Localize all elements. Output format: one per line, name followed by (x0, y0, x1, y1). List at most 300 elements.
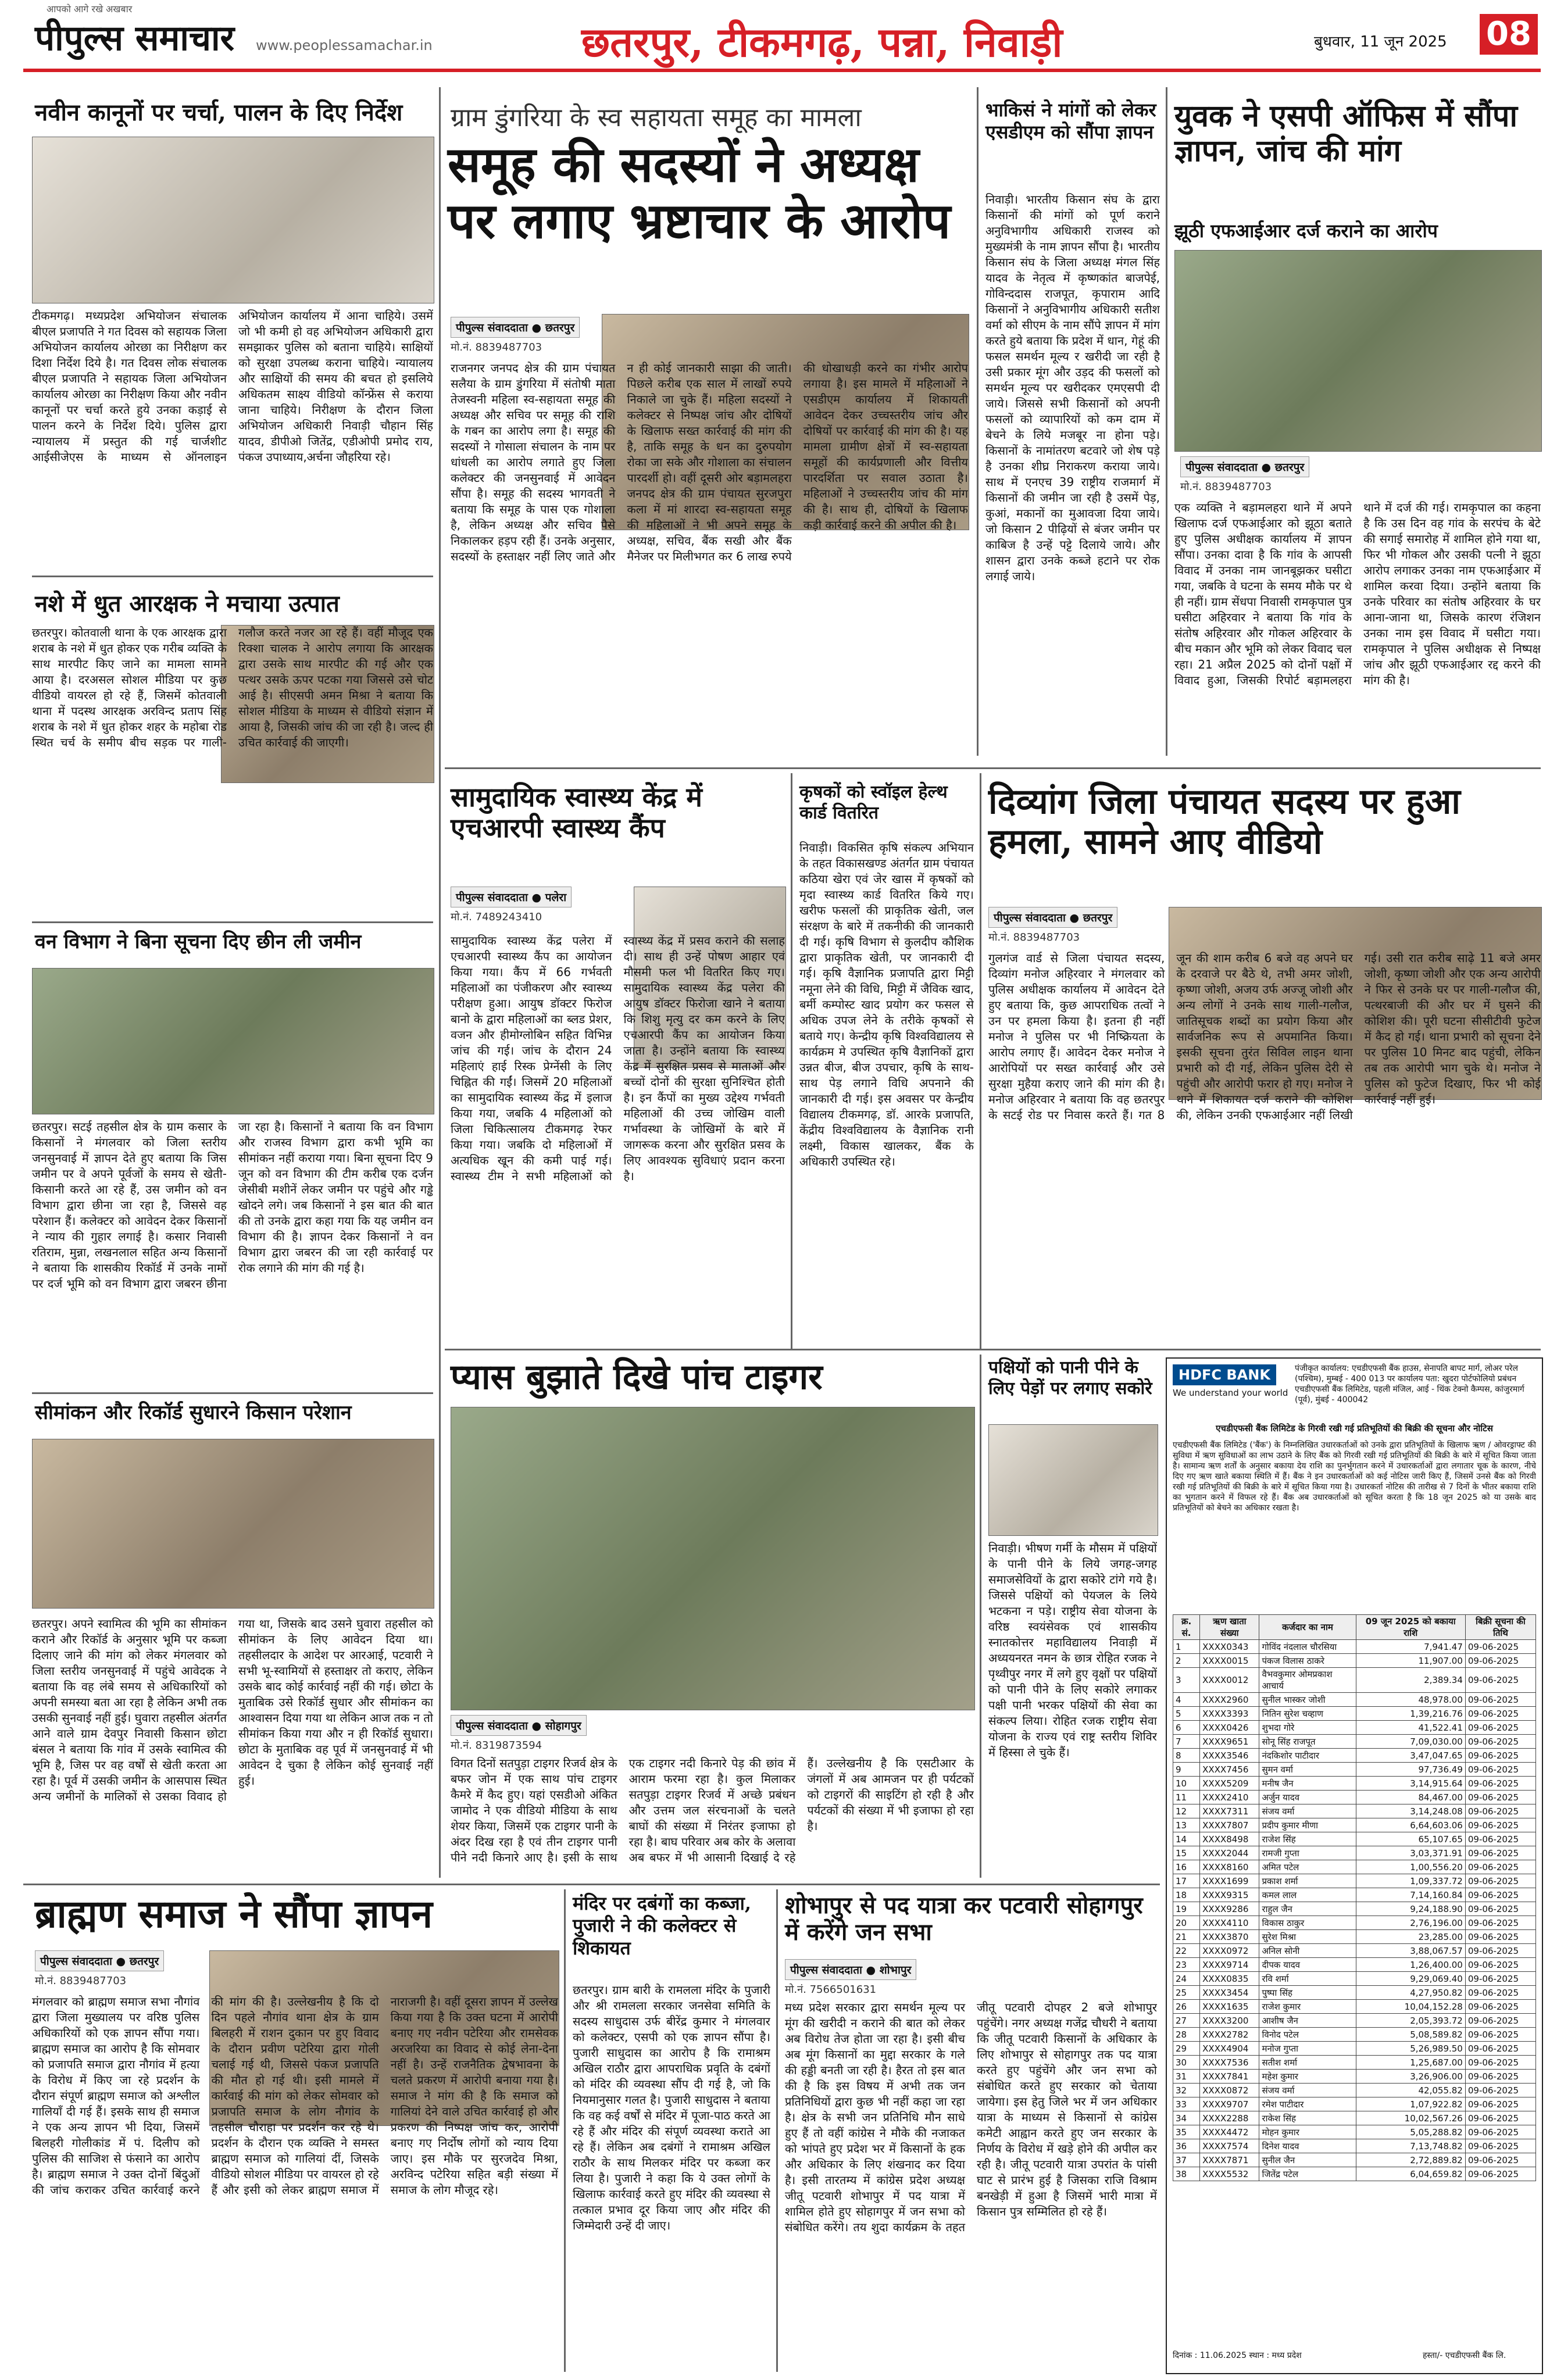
table-cell: 84,467.00 (1356, 1791, 1465, 1804)
table-row (1173, 1804, 1536, 1818)
article-a14-body: छतरपुर। ग्राम बारी के रामलला मंदिर के पुजारी और श्री रामलला सरकार जनसेवा समिति के सदस्य साधुदास उर्फ बीरेंद्र कुमार ने मंगलवार को कलेक्टर, एसपी को एक ज्ञापन सौंपा है। पुजारी साधुदास का आरोप है कि रामाश्रम अखिल राठौर द्वारा आपराधिक प्रवृति के दबंगों को मंदिर की व्यवस्था सौंप दी गई है, जो कि नियमानुसार गलत है। पुजारी साधुदास ने बताया कि वह कई वर्षों से मंदिर में पूजा-पाठ करते आ रहे हैं और मंदिर की संपूर्ण व्यवस्था कराते आ रहे हैं। लेकिन अब दबंगों ने रामाश्रम अखिल राठौर के साथ मिलकर मंदिर पर कब्जा कर लिया है। पुजारी ने कहा कि ये उक्त लोगों के खिलाफ कार्रवाई करते हुए मंदिर की व्यवस्था से तत्काल प्रभाव दूर किया जाए और मंदिर की जिम्मेदारी उन्हें दी जाए। (573, 1983, 770, 2232)
table-cell: 10,02,567.26 (1356, 2111, 1465, 2125)
table-cell: XXXX4904 (1200, 2042, 1259, 2056)
table-cell: 09-06-2025 (1465, 2125, 1535, 2139)
article-a2-headline: नशे में धुत आरक्षक ने मचाया उत्पात (35, 590, 340, 617)
table-header-cell: ऋण खाता संख्या (1200, 1615, 1259, 1640)
table-cell: प्रकाश शर्मा (1259, 1874, 1356, 1888)
table-cell: 09-06-2025 (1465, 1972, 1535, 1986)
article-a12-photo (988, 1424, 1158, 1536)
table-cell: 2,72,889.82 (1356, 2153, 1465, 2167)
column-divider (791, 773, 792, 1349)
table-cell: 09-06-2025 (1465, 2000, 1535, 2014)
table-cell: 37 (1173, 2153, 1200, 2167)
table-cell: 09-06-2025 (1465, 1888, 1535, 1902)
table-cell: 17 (1173, 1874, 1200, 1888)
table-cell: 1,26,400.00 (1356, 1958, 1465, 1972)
article-a8-byline: पीपुल्स संवाददाता ● पलेरा (451, 887, 572, 907)
table-cell: 15 (1173, 1846, 1200, 1860)
table-cell: XXXX9315 (1200, 1888, 1259, 1902)
table-cell: 1,39,216.76 (1356, 1707, 1465, 1721)
table-cell: 09-06-2025 (1465, 1804, 1535, 1818)
table-row (1173, 1818, 1536, 1832)
column-divider (564, 1889, 566, 2372)
table-cell: XXXX8498 (1200, 1832, 1259, 1846)
table-row (1173, 2084, 1536, 2097)
divider (32, 1392, 433, 1394)
table-cell: विनोद पटेल (1259, 2028, 1356, 2042)
table-cell: 16 (1173, 1860, 1200, 1874)
article-a5-mobile: मो.नं. 8839487703 (451, 341, 542, 353)
table-row (1173, 2111, 1536, 2125)
divider (23, 1884, 1160, 1885)
table-cell: 1 (1173, 1640, 1200, 1654)
table-cell: XXXX5532 (1200, 2167, 1259, 2181)
table-row (1173, 2042, 1536, 2056)
table-cell: XXXX5209 (1200, 1777, 1259, 1791)
table-row (1173, 2167, 1536, 2181)
table-row (1173, 2070, 1536, 2084)
table-cell: XXXX2960 (1200, 1693, 1259, 1707)
table-cell: 09-06-2025 (1465, 1721, 1535, 1735)
table-cell: राजेश कुमार (1259, 2000, 1356, 2014)
table-cell: 8 (1173, 1749, 1200, 1763)
table-cell: 09-06-2025 (1465, 2097, 1535, 2111)
table-row (1173, 1640, 1536, 1654)
table-cell: 09-06-2025 (1465, 1986, 1535, 2000)
table-cell: XXXX9286 (1200, 1902, 1259, 1916)
article-a11-body: विगत दिनों सतपुड़ा टाइगर रिजर्व क्षेत्र के बफर जोन में एक साथ पांच टाइगर कैमरे में कैद हुए। यहां एसडीओ अंकित जामोद ने एक वीडियो मीडिया के साथ शेयर किया, जिसमें एक टाइगर पानी के अंदर दिख रहा है एवं तीन टाइगर पानी पीने नदी किनारे आए है। इसी के साथ एक टाइगर नदी किनारे पेड़ की छांव में आराम फरमा रहा है। कुल मिलाकर सतपुड़ा टाइगर रिजर्व में अच्छे प्रबंधन और उत्तम जल संरचनाओं के चलते बाघों की संख्या में निरंतर इजाफा हो रहा है। बाघ परिवार अब कोर के अलावा अब बफर में भी आसानी दिखाई दे रहे हैं। उल्लेखनीय है कि एसटीआर के जंगलों में अब आमजन पर ही पर्यटकों को टाइगरों की साइटिंग हो रही है और पर्यटकों की संख्या में भी इजाफा हो रहा है। (451, 1756, 974, 1864)
table-cell: सुमन वर्मा (1259, 1763, 1356, 1777)
table-row (1173, 1668, 1536, 1693)
article-a3-headline: वन विभाग ने बिना सूचना दिए छीन ली जमीन (35, 930, 362, 953)
table-cell: रामजी गुप्ता (1259, 1846, 1356, 1860)
table-cell: 11,907.00 (1356, 1654, 1465, 1668)
table-cell: XXXX8160 (1200, 1860, 1259, 1874)
table-cell: 1,25,687.00 (1356, 2056, 1465, 2070)
article-a1-headline: नवीन कानूनों पर चर्चा, पालन के दिए निर्देश (35, 99, 403, 126)
table-row (1173, 1944, 1536, 1958)
table-cell: 4,27,950.82 (1356, 1986, 1465, 2000)
column-divider (439, 87, 441, 1878)
table-row (1173, 1958, 1536, 1972)
table-row (1173, 1693, 1536, 1707)
table-cell: 09-06-2025 (1465, 1749, 1535, 1763)
table-cell: 7 (1173, 1735, 1200, 1749)
table-cell: राकेश सिंह (1259, 2111, 1356, 2125)
table-cell: XXXX3200 (1200, 2014, 1259, 2028)
table-cell: 09-06-2025 (1465, 1874, 1535, 1888)
divider (445, 1349, 1541, 1350)
table-cell: 42,055.82 (1356, 2084, 1465, 2097)
article-a11-headline: प्यास बुझाते दिखे पांच टाइगर (451, 1357, 823, 1398)
hdfc-logo: HDFC BANK (1173, 1364, 1276, 1385)
table-cell: 48,978.00 (1356, 1693, 1465, 1707)
table-header-cell: कर्जदार का नाम (1259, 1615, 1356, 1640)
article-a7-photo (1174, 250, 1542, 452)
table-cell: शुभदा गोरे (1259, 1721, 1356, 1735)
table-cell: 12 (1173, 1804, 1200, 1818)
table-row (1173, 1707, 1536, 1721)
table-cell: 2,76,196.00 (1356, 1916, 1465, 1930)
table-cell: 19 (1173, 1902, 1200, 1916)
table-cell: XXXX1699 (1200, 1874, 1259, 1888)
table-cell: राहुल जैन (1259, 1902, 1356, 1916)
table-cell: 4 (1173, 1693, 1200, 1707)
table-cell: XXXX9707 (1200, 2097, 1259, 2111)
table-row (1173, 1721, 1536, 1735)
article-a3-body: छतरपुर। सटई तहसील क्षेत्र के ग्राम कसार के किसानों ने मंगलवार को जिला स्तरीय जनसुनवाई में ज्ञापन देते हुए बताया कि जिस जमीन पर वे अपने पूर्वजों के समय से खेती-किसानी करते आ रहे हैं, उस जमीन को वन विभाग द्वारा छीना जा रहा है, जिससे वह परेशान हैं। कलेक्टर को आवेदन देकर किसानों ने न्याय की गुहार लगाई है। कसार निवासी रतिराम, मुन्ना, लखनलाल सहित अन्य किसानों ने बताया कि शासकीय रिकॉर्ड में उनके नामों पर दर्ज भूमि को वन विभाग द्वारा जबरन छीना जा रहा है। किसानों ने बताया कि वन विभाग और राजस्व विभाग द्वारा कभी भूमि का सीमांकन नहीं कराया गया। बिना सूचना दिए 9 जून को वन विभाग की टीम करीब एक दर्जन जेसीबी मशीनें लेकर जमीन पर पहुंचे और गड्ढे खोदने लगे। जब किसानों ने इस बात की बात की तो उनके द्वारा कहा गया कि यह जमीन वन विभाग की है। ज्ञापन देकर किसानों ने वन विभाग द्वारा जबरन की जा रही कार्रवाई पर रोक लगाने की मांग की गई है। (32, 1120, 433, 1291)
table-cell: 33 (1173, 2097, 1200, 2111)
table-cell: 09-06-2025 (1465, 1944, 1535, 1958)
table-header-cell: क्र. सं. (1173, 1615, 1200, 1640)
table-cell: 1,00,556.20 (1356, 1860, 1465, 1874)
table-cell: 09-06-2025 (1465, 2042, 1535, 2056)
edition-cities: छतरपुर, टीकमगढ़, पन्ना, निवाड़ी (581, 18, 1063, 66)
table-cell: 34 (1173, 2111, 1200, 2125)
issue-date: बुधवार, 11 जून 2025 (1314, 33, 1447, 51)
table-cell: 35 (1173, 2125, 1200, 2139)
table-cell: XXXX7574 (1200, 2139, 1259, 2153)
hdfc-date-place: दिनांक : 11.06.2025 स्थान : मध्य प्रदेश (1173, 2351, 1302, 2360)
article-a7-subhead: झूठी एफआईआर दर्ज कराने का आरोप (1174, 220, 1438, 242)
table-cell: रमेश पाटीदार (1259, 2097, 1356, 2111)
table-cell: 18 (1173, 1888, 1200, 1902)
table-cell: XXXX7807 (1200, 1818, 1259, 1832)
article-a13-mobile: मो.नं. 8839487703 (35, 1975, 127, 1987)
article-a7-body: एक व्यक्ति ने बड़ामलहरा थाने में अपने खिलाफ दर्ज एफआईआर को झूठा बताते हुए पुलिस अधीक्षक कार्यालय में ज्ञापन सौंपा। उनका दावा है कि गांव के आपसी विवाद में उनका नाम जानबूझकर घसीटा गया, जबकि वे घटना के समय मौके पर थे ही नहीं। ग्राम सेंधपा निवासी रामकृपाल पुत्र घसीटा अहिरवार ने बताया कि गांव के संतोष अहिरवार और गोकल अहिरवार के बीच मकान और भूमि को लेकर विवाद चल रहा। 21 अप्रैल 2025 को दोनों पक्षों में विवाद हुआ, जिसकी रिपोर्ट बड़ामलहरा थाने में दर्ज की गई। रामकृपाल का कहना है कि उस दिन वह गांव के सरपंच के बेटे की सगाई समारोह में शामिल होने गया था, फिर भी गोकल और उसकी पत्नी ने झूठा आरोप लगाकर उनका नाम एफआईआर में शामिल करवा दिया। उन्होंने बताया कि उनके परिवार का संतोष अहिरवार के घर आना-जाना था, जिसके कारण रंजिशन उनका नाम इस विवाद में घसीटा गया। रामकृपाल ने पुलिस अधीक्षक से निष्पक्ष जांच और झूठी एफआईआर रद्द करने की मांग की है। (1174, 501, 1541, 687)
table-cell: XXXX3870 (1200, 1930, 1259, 1944)
table-cell: 09-06-2025 (1465, 2139, 1535, 2153)
table-header-cell: बिक्री सूचना की तिथि (1465, 1615, 1535, 1640)
table-cell: 9,29,069.40 (1356, 1972, 1465, 1986)
article-a8-headline: सामुदायिक स्वास्थ्य केंद्र में एचआरपी स्वास्थ्य कैंप (451, 781, 702, 844)
table-cell: 23,285.00 (1356, 1930, 1465, 1944)
table-cell: सतीश शर्मा (1259, 2056, 1356, 2070)
table-cell: XXXX3546 (1200, 1749, 1259, 1763)
table-cell: संजय वर्मा (1259, 2084, 1356, 2097)
table-cell: XXXX2782 (1200, 2028, 1259, 2042)
article-a5-body: राजनगर जनपद क्षेत्र की ग्राम पंचायत सलैया के ग्राम डुंगरिया में संतोषी माता तेजस्वनी महिला स्व-सहायता समूह की अध्यक्ष और सचिव पर समूह की राशि के गबन का आरोप लगा है। समूह की सदस्यों ने गोसाला संचालन के नाम पर धांधली का आरोप लगाते हुए जिला कलेक्टर की जनसुनवाई में आवेदन सौंपा है। समूह की सदस्य भागवती ने बताया कि समूह के पास एक गोशाला है, लेकिन अध्यक्ष और सचिव पैसे निकालकर हड़प रही हैं। उनके अनुसार, सदस्यों के हस्ताक्षर नहीं लिए जाते और न ही कोई जानकारी साझा की जाती। पिछले करीब एक साल में लाखों रुपये निकाले जा चुके हैं। महिला सदस्यों ने कलेक्टर से निष्पक्ष जांच और दोषियों के खिलाफ सख्त कार्रवाई की मांग की है, ताकि समूह के धन का दुरुपयोग रोका जा सके और गोशाला का संचालन पारदर्शी हो। वहीं दूसरी ओर बड़ामलहरा जनपद क्षेत्र की ग्राम पंचायत सुरजपुरा कला में मां शारदा स्व-सहायता समूह की महिलाओं ने भी अपने समूह के अध्यक्ष, सचिव, बैंक सखी और बैंक मैनेजर पर मिलीभगत कर 6 लाख रुपये की धोखाधड़ी करने का गंभीर आरोप लगाया है। इस मामले में महिलाओं ने एसडीएम कार्यालय में शिकायती आवेदन देकर उच्चस्तरीय जांच और दोषियों पर कार्रवाई की मांग की है। यह मामला ग्रामीण क्षेत्रों में स्व-सहायता समूहों की कार्यप्रणाली और वित्तीय पारदर्शिता पर सवाल उठाता है। महिलाओं ने उच्चस्तरीय जांच की मांग की है। साथ ही, दोषियों के खिलाफ कड़ी कार्रवाई करने की अपील की है। (451, 361, 968, 563)
hdfc-address: पंजीकृत कार्यालय: एचडीएफसी बैंक हाउस, सेनापति बापट मार्ग, लोअर परेल (पश्चिम), मुम्बई - 400 013 पर कार्यालय पता: खुदरा पोर्टफोलियो प्रबंधन एचडीएफसी बैंक लिमिटेड, पहली मंजिल, आई - थिंक टेक्नो कैम्पस, कांजुरमार्ग (पूर्व), मुंबई - 400042 (1295, 1364, 1524, 1405)
table-cell: 09-06-2025 (1465, 1735, 1535, 1749)
table-cell: 24 (1173, 1972, 1200, 1986)
table-cell: 09-06-2025 (1465, 1860, 1535, 1874)
table-cell: 11 (1173, 1791, 1200, 1804)
table-cell: XXXX9714 (1200, 1958, 1259, 1972)
table-row (1173, 1916, 1536, 1930)
masthead-tagline: आपको आगे रखे अखबार (47, 3, 133, 15)
column-divider (980, 773, 981, 1349)
table-cell: 5,08,589.82 (1356, 2028, 1465, 2042)
article-a11-mobile: मो.नं. 8319873594 (451, 1739, 542, 1752)
article-a3-photo (32, 968, 434, 1114)
table-cell: 23 (1173, 1958, 1200, 1972)
table-row (1173, 1777, 1536, 1791)
table-cell: संजय वर्मा (1259, 1804, 1356, 1818)
table-cell: विकास ठाकुर (1259, 1916, 1356, 1930)
table-cell: दीपक यादव (1259, 1958, 1356, 1972)
table-row (1173, 1735, 1536, 1749)
table-cell: XXXX7311 (1200, 1804, 1259, 1818)
table-cell: सुरेश मिश्रा (1259, 1930, 1356, 1944)
table-cell: 09-06-2025 (1465, 2070, 1535, 2084)
table-cell: 09-06-2025 (1465, 1668, 1535, 1693)
table-row (1173, 2097, 1536, 2111)
table-cell: 10,04,152.28 (1356, 2000, 1465, 2014)
table-row (1173, 1763, 1536, 1777)
hdfc-notice-body: एचडीएफसी बैंक लिमिटेड ('बैंक') के निम्नलिखित उधारकर्ताओं को उनके द्वारा प्रतिभूतियों के खिलाफ ऋण / ओवरड्राफ्ट की सुविधा में ऋण सुविधाओं का लाभ उठाने के लिए बैंक को गिरवी रखी गई प्रतिभूतियों की बिक्री के बारे में सूचित किया जाता है। सामान्य ऋण शर्तों के अनुसार बकाया देय राशि का पुनर्भुगतान करने में उधारकर्ताओं द्वारा लगातार चूक के कारण, नीचे दिए गए ऋण खाते बकाया स्थिति में हैं। बैंक ने इन उधारकर्ताओं को कई नोटिस जारी किए हैं, जिसमें उनसे बैंक को गिरवी रखी गई प्रतिभूतियों की बिक्री के बारे में सूचित किया गया है। उधारकर्ता नोटिस की तारीख से 7 दिनों के भीतर बकाया राशि का भुगतान करने में विफल रहे हैं। बैंक अब उधारकर्ताओं को सूचित करता है कि 18 जून 2025 को या उसके बाद प्रतिभूतियों को बेचने का अधिकार रखता है। (1173, 1441, 1536, 1513)
table-cell: 22 (1173, 1944, 1200, 1958)
table-cell: XXXX3454 (1200, 1986, 1259, 2000)
table-cell: XXXX1635 (1200, 2000, 1259, 2014)
table-cell: XXXX7456 (1200, 1763, 1259, 1777)
table-cell: XXXX7871 (1200, 2153, 1259, 2167)
article-a7-byline: पीपुल्स संवाददाता ● छतरपुर (1180, 456, 1309, 477)
article-a11-byline: पीपुल्स संवाददाता ● सोहागपुर (451, 1715, 587, 1736)
table-cell: प्रदीप कुमार मीणा (1259, 1818, 1356, 1832)
table-row (1173, 2000, 1536, 2014)
article-a4-photo (32, 1439, 434, 1609)
article-a10-headline: दिव्यांग जिला पंचायत सदस्य पर हुआ हमला, सामने आए वीडियो (988, 781, 1460, 862)
article-a6-headline: भाकिसं ने मांगों को लेकर एसडीएम को सौंपा ज्ञापन (985, 99, 1156, 144)
table-cell: 6 (1173, 1721, 1200, 1735)
divider (32, 921, 433, 923)
article-a4-headline: सीमांकन और रिकॉर्ड सुधारने किसान परेशान (35, 1401, 352, 1424)
table-cell: 09-06-2025 (1465, 1930, 1535, 1944)
table-cell: 3,03,371.91 (1356, 1846, 1465, 1860)
article-a13-byline: पीपुल्स संवाददाता ● छतरपुर (35, 1950, 164, 1971)
article-a1-photo (32, 137, 434, 303)
page-number: 08 (1480, 14, 1538, 55)
article-a5-headline: समूह की सदस्यों ने अध्यक्ष पर लगाए भ्रष्टाचार के आरोप (448, 135, 951, 249)
table-cell: 09-06-2025 (1465, 1832, 1535, 1846)
table-cell: XXXX0835 (1200, 1972, 1259, 1986)
article-a4-body: छतरपुर। अपने स्वामित्व की भूमि का सीमांकन कराने और रिकॉर्ड के अनुसार भूमि पर कब्जा दिलाए जाने की मांग को लेकर मंगलवार को जिला स्तरीय जनसुनवाई में पहुंचे आवेदक ने बताया कि वह लंबे समय से अधिकारियों को अपनी समस्या बता आ रहा है लेकिन अभी तक उसकी सुनवाई नहीं हुई। घुवारा तहसील अंतर्गत आने वाले ग्राम देवपुर निवासी किसान छोटा बंसल ने बताया कि गांव में उसके स्वामित्व की भूमि है, जिस पर वह वर्षों से खेती करता आ रहा है। पूर्व में उसकी जमीन के आसपास स्थित अन्य जमीनों के मालिकों से उसका विवाद हो गया था, जिसके बाद उसने घुवारा तहसील को सीमांकन के लिए आवेदन दिया था। तहसीलदार के आदेश पर आरआई, पटवारी ने सभी भू-स्वामियों से हस्ताक्षर तो कराए, लेकिन उसके बाद कोई कार्रवाई नहीं की गई। छोटा के मुताबिक उसे रिकॉर्ड सुधार और सीमांकन का आश्वासन दिया गया था लेकिन आज तक न तो सीमांकन किया गया और न ही रिकॉर्ड सुधारा। छोटा के मुताबिक वह पूर्व में जनसुनवाई में भी आवेदन दे चुका है लेकिन कोई सुनवाई नहीं हुई। (32, 1617, 433, 1803)
table-cell: 09-06-2025 (1465, 1777, 1535, 1791)
article-a15-byline: पीपुल्स संवाददाता ● शोभापुर (785, 1959, 916, 1980)
table-cell: 36 (1173, 2139, 1200, 2153)
article-a10-mobile: मो.नं. 8839487703 (988, 931, 1080, 944)
table-cell: 29 (1173, 2042, 1200, 2056)
table-cell: 09-06-2025 (1465, 1902, 1535, 1916)
table-cell: XXXX4110 (1200, 1916, 1259, 1930)
table-cell: 9,24,188.90 (1356, 1902, 1465, 1916)
table-row (1173, 2153, 1536, 2167)
table-cell: नितिन सुरेश चव्हाण (1259, 1707, 1356, 1721)
table-cell: XXXX0872 (1200, 2084, 1259, 2097)
table-cell: 7,09,030.00 (1356, 1735, 1465, 1749)
table-row (1173, 1832, 1536, 1846)
table-cell: रवि शर्मा (1259, 1972, 1356, 1986)
table-cell: 3,14,248.08 (1356, 1804, 1465, 1818)
table-cell: 3 (1173, 1668, 1200, 1693)
table-cell: 09-06-2025 (1465, 1693, 1535, 1707)
table-cell: 7,941.47 (1356, 1640, 1465, 1654)
article-a8-mobile: मो.नं. 7489243410 (451, 911, 542, 923)
table-cell: कमल लाल (1259, 1888, 1356, 1902)
table-cell: 09-06-2025 (1465, 1818, 1535, 1832)
article-a13-headline: ब्राह्मण समाज ने सौंपा ज्ञापन (35, 1891, 433, 1936)
table-cell: सोनू सिंह राजपूत (1259, 1735, 1356, 1749)
hdfc-notice (1166, 1357, 1543, 2374)
table-cell: 6,04,659.82 (1356, 2167, 1465, 2181)
hdfc-table-wrap (1173, 1614, 1536, 2181)
table-cell: 14 (1173, 1832, 1200, 1846)
table-cell: मनोज गुप्ता (1259, 2042, 1356, 2056)
table-cell: XXXX7841 (1200, 2070, 1259, 2084)
table-cell: 27 (1173, 2014, 1200, 2028)
table-cell: 3,14,915.64 (1356, 1777, 1465, 1791)
table-cell: XXXX4472 (1200, 2125, 1259, 2139)
table-cell: 3,88,067.57 (1356, 1944, 1465, 1958)
table-cell: सुनील जैन (1259, 2153, 1356, 2167)
table-row (1173, 1930, 1536, 1944)
table-cell: 2,389.34 (1356, 1668, 1465, 1693)
website-url[interactable]: www.peoplessamachar.in (256, 37, 433, 53)
table-cell: 09-06-2025 (1465, 1763, 1535, 1777)
table-cell: 09-06-2025 (1465, 2014, 1535, 2028)
table-row (1173, 1791, 1536, 1804)
table-cell: पंकज विलास ठाकरे (1259, 1654, 1356, 1668)
article-a9-headline: कृषकों को स्वॉइल हेल्थ कार्ड वितरित (799, 782, 948, 823)
newspaper-logo: पीपुल्स समाचार (35, 18, 235, 59)
table-cell: 09-06-2025 (1465, 1654, 1535, 1668)
table-row (1173, 1654, 1536, 1668)
table-cell: XXXX2410 (1200, 1791, 1259, 1804)
article-a7-headline: युवक ने एसपी ऑफिस में सौंपा ज्ञापन, जांच की मांग (1174, 98, 1517, 169)
table-cell: 1,07,922.82 (1356, 2097, 1465, 2111)
table-row (1173, 2139, 1536, 2153)
table-cell: 09-06-2025 (1465, 1640, 1535, 1654)
table-cell: नंदकिशोर पाटीदार (1259, 1749, 1356, 1763)
table-cell: राजेश सिंह (1259, 1832, 1356, 1846)
table-row (1173, 1972, 1536, 1986)
table-cell: 28 (1173, 2028, 1200, 2042)
table-cell: अर्जुन यादव (1259, 1791, 1356, 1804)
table-cell: 3,47,047.65 (1356, 1749, 1465, 1763)
hdfc-tagline: We understand your world (1173, 1388, 1288, 1398)
table-cell: XXXX0015 (1200, 1654, 1259, 1668)
table-cell: जितेंद्र पटेल (1259, 2167, 1356, 2181)
table-row (1173, 1846, 1536, 1860)
table-cell: 09-06-2025 (1465, 2056, 1535, 2070)
table-cell: 7,13,748.82 (1356, 2139, 1465, 2153)
article-a12-body: निवाड़ी। भीषण गर्मी के मौसम में पक्षियों के पानी पीने के लिये जगह-जगह समाजसेवियों के द्वारा सकोरे टांगे गये है। जिससे पक्षियों को पेयजल के लिये भटकना न पड़े। राष्ट्रीय सेवा योजना के वरिष्ठ स्वयंसेवक एवं शासकीय स्नातकोत्तर महाविद्यालय निवाड़ी में अध्ययनरत नमन के छात्र रोहित रजक ने पृथ्वीपुर नगर में लगे हुए वृक्षों पर पक्षियों को पानी पीने के लिए सकोरे लगाकर पक्षी पानी भरकर पक्षियों की सेवा का संकल्प लिया। रोहित रजक राष्ट्रीय सेवा योजना के राज्य एवं राष्ट्र स्तरीय शिविर में हिस्सा ले चुके हैं। (988, 1541, 1157, 1759)
table-cell: 2,05,393.72 (1356, 2014, 1465, 2028)
article-a13-body: मंगलवार को ब्राह्मण समाज सभा नौगांव द्वारा जिला मुख्यालय पर वरिष्ठ पुलिस अधिकारियों को एक ज्ञापन सौंपा गया। ब्राह्मण समाज का आरोप है कि सोमवार को प्रजापति समाज द्वारा नौगांव में हत्या के विरोध में किए जा रहे प्रदर्शन के दौरान संपूर्ण ब्राह्मण समाज को अश्लील गालियाँ दी गई हैं। इसके साथ ही समाज ने एक अन्य ज्ञापन भी दिया, जिसमें बिलहरी गोलीकांड में पं. दिलीप को पुलिस की साजिश से फंसाने का आरोप है। ब्राह्मण समाज ने उक्त दोनों बिंदुओं की जांच कराकर उचित कार्रवाई करने की मांग की है। उल्लेखनीय है कि दो दिन पहले नौगांव थाना क्षेत्र के ग्राम बिलहरी में राशन दुकान पर हुए विवाद के दौरान प्रवीण पटेरिया द्वारा गोली चलाई गई थी, जिससे पंकज प्रजापति की मौत हो गई थी। इसी मामले में कार्रवाई की मांग को लेकर सोमवार को प्रजापति समाज के लोग नौगांव के तहसील चौराहा पर प्रदर्शन कर रहे थे। प्रदर्शन के दौरान एक व्यक्ति ने समस्त ब्राह्मण समाज को गालियां दीं, जिसके वीडियो सोशल मीडिया पर वायरल हो रहे हैं और इसी को लेकर ब्राह्मण समाज में नाराजगी है। वहीं दूसरा ज्ञापन में उल्लेख किया गया है कि उक्त घटना में आरोपी बनाए गए नवीन पटेरिया और रामसेवक अरजरिया का विवाद से कोई लेना-देना नहीं है। उन्हें राजनैतिक द्वेषभावना के चलते प्रकरण में आरोपी बनाया गया है। समाज ने मांग की है कि समाज को गालियां देने वाले उचित कार्रवाई हो और प्रकरण की निष्पक्ष जांच कर, आरोपी बनाए गए निर्दोष लोगों को न्याय दिया जाए। इस मौके पर सुरजदेव मिश्रा, अरविन्द पटेरिया सहित बड़ी संख्या में समाज के लोग मौजूद रहे। (32, 1995, 558, 2197)
divider (32, 576, 433, 577)
article-a7-mobile: मो.नं. 8839487703 (1180, 481, 1272, 493)
table-row (1173, 2125, 1536, 2139)
table-cell: 09-06-2025 (1465, 1707, 1535, 1721)
table-cell: 65,107.65 (1356, 1832, 1465, 1846)
column-divider (776, 1889, 778, 2372)
article-a6-body: निवाड़ी। भारतीय किसान संघ के द्वारा किसानों की मांगों को पूर्ण कराने अनुविभागीय अधिकारी राजस्व को मुख्यमंत्री के नाम ज्ञापन सौंपा है। भारतीय किसान संघ के जिला अध्यक्ष मंगल सिंह यादव के नेतृत्व में कृष्णकांत बाजपेई, गोविन्ददास राजपूत, कृपाराम आदि किसानों ने अनुविभागीय अधिकारी सतीश वर्मा को सीएम के नाम सौंपे ज्ञापन में मांग करते हुये बताया कि प्रदेश में धान, गेहूं की फसल समर्थन मूल्य र खरीदी जा रही है उसी प्रकार मूंग और उड़द की फसलों को समर्थन मूल्य पर खरीदकर एमएसपी दी जाये। जिससे सभी किसानों को अपनी फसलों को व्यापारियों को कम दाम में बेचने के लिये मजबूर ना होना पड़े। किसानों के नामांतरण बटवारे जो शेष पड़े है उनका शीघ्र निराकरण कराया जाये। साथ में एनएच 39 राष्ट्रीय राजमार्ग में किसानों की जमीन जा रही है उसमें पेड़, कुआं, मकानों का मुआवजा दिया जाये। जो किसान 2 पीढ़ियों से बंजर जमीन पर काबिज है उन्हें पट्टे दिलाये जाये। और शासन द्वारा उनके कब्जे हटाने पर रोक लगाई जाये। (985, 192, 1160, 583)
table-row (1173, 1860, 1536, 1874)
table-cell: 41,522.41 (1356, 1721, 1465, 1735)
table-cell: XXXX2288 (1200, 2111, 1259, 2125)
table-cell: 7,14,160.84 (1356, 1888, 1465, 1902)
table-row (1173, 1749, 1536, 1763)
article-a10-body: गुलगंज वार्ड से जिला पंचायत सदस्य, दिव्यांग मनोज अहिरवार ने मंगलवार को पुलिस अधीक्षक कार्यालय में आवेदन देते हुए बताया कि, कुछ आपराधिक तत्वों ने उन पर हमला किया है। इतना ही नहीं मनोज ने पुलिस पर भी निष्क्रियता के आरोप लगाए हैं। आवेदन देकर मनोज ने आरोपियों पर सख्त कार्रवाई और उसे सुरक्षा मुहैया कराए जाने की मांग की है। मनोज अहिरवार ने बताया कि वह छतरपुर के सटई रोड पर निवास करते हैं। गत 8 जून की शाम करीब 6 बजे वह अपने घर के दरवाजे पर बैठे थे, तभी अमर जोशी, कृष्णा जोशी, अजय उर्फ अज्जू जोशी और अन्य लोगों ने उनके साथ गाली-गलौज, जातिसूचक शब्दों का प्रयोग किया और सार्वजनिक रूप से अपमानित किया। इसकी सूचना तुरंत सिविल लाइन थाना प्रभारी को दी गई, लेकिन पुलिस देरी से पहुंची और आरोपी फरार हो गए। मनोज ने थाने में शिकायत दर्ज कराने की कोशिश की, लेकिन उनकी एफआईआर नहीं लिखी गई। उसी रात करीब साढ़े 11 बजे अमर जोशी, कृष्णा जोशी और एक अन्य आरोपी ने फिर से उनके घर पर गाली-गलौज की, पत्थरबाजी की और घर में घुसने की कोशिश की। पूरी घटना सीसीटीवी फुटेज में कैद हो गई। थाना प्रभारी को सूचना देने पर पुलिस 10 मिनट बाद पहुंची, लेकिन तब तक आरोपी भाग चुके थे। मनोज ने पुलिस को फुटेज दिखाए, फिर भी कोई कार्रवाई नहीं हुई। (988, 951, 1541, 1122)
column-divider (1166, 87, 1167, 756)
table-cell: 5,05,288.82 (1356, 2125, 1465, 2139)
table-cell: 2 (1173, 1654, 1200, 1668)
table-row (1173, 1986, 1536, 2000)
table-cell: XXXX2044 (1200, 1846, 1259, 1860)
table-cell: महेश कुमार (1259, 2070, 1356, 2084)
article-a12-headline: पक्षियों को पानी पीने के लिए पेड़ों पर लगाए सकोरे (988, 1357, 1152, 1399)
table-cell: 09-06-2025 (1465, 1958, 1535, 1972)
table-cell: XXXX9651 (1200, 1735, 1259, 1749)
table-row (1173, 1874, 1536, 1888)
table-cell: 6,64,603.06 (1356, 1818, 1465, 1832)
table-cell: सुनील भास्कर जोशी (1259, 1693, 1356, 1707)
table-cell: अनिल सोनी (1259, 1944, 1356, 1958)
table-cell: 31 (1173, 2070, 1200, 2084)
article-a5-kicker: ग्राम डुंगरिया के स्व सहायता समूह का मामला (451, 103, 862, 133)
table-cell: वैभवकुमार ओमप्रकाश आचार्य (1259, 1668, 1356, 1693)
hdfc-sign: हस्ता/- एचडीएफसी बैंक लि. (1423, 2351, 1506, 2360)
article-a9-body: निवाड़ी। विकसित कृषि संकल्प अभियान के तहत विकासखण्ड अंतर्गत ग्राम पंचायत कठिया खेरा एवं जेर खास में कृषकों को मृदा स्वास्थ्य कार्ड वितरित किये गए। खरीफ फसलों की प्राकृतिक खेती, जल संरक्षण के बारे में तकनीकी की जानकारी दी गई। कृषि विभाग से कुलदीप कौशिक द्वारा प्राकृतिक खेती, पर जानकारी दी गई। कृषि वैज्ञानिक प्रजापति द्वारा मिट्टी नमूना लेने की विधि, मिट्टी में जैविक खाद, बर्मी कम्पोस्ट खाद प्रयोग कर फसल से अधिक उपज लेने के तरीके कृषकों से बताये गए। केन्द्रीय कृषि विश्वविद्यालय से कार्यक्रम मे उपस्थित कृषि वैज्ञानिकों द्वारा उन्नत बीज, बीज उपचार, कृषि के साथ-साथ पेड़ लगाने विधि अपनाने की जानकारी दी गई। इस अवसर पर केन्द्रीय विद्यालय टीकमगढ़, डॉ. आरके प्रजापति, केंद्रीय विश्वविद्यालय के वैज्ञानिक रानी लक्ष्मी, विकास खालकर, बैंक के अधिकारी उपस्थित रहे। (799, 841, 974, 1168)
table-cell: XXXX0426 (1200, 1721, 1259, 1735)
table-cell: 09-06-2025 (1465, 2028, 1535, 2042)
table-cell: 09-06-2025 (1465, 2153, 1535, 2167)
table-cell: दिनेश यादव (1259, 2139, 1356, 2153)
table-row (1173, 2028, 1536, 2042)
table-cell: 09-06-2025 (1465, 2167, 1535, 2181)
table-cell: 09-06-2025 (1465, 2111, 1535, 2125)
table-cell: 09-06-2025 (1465, 2084, 1535, 2097)
table-cell: 26 (1173, 2000, 1200, 2014)
table-cell: XXXX0343 (1200, 1640, 1259, 1654)
hdfc-notice-title: एचडीएफसी बैंक लिमिटेड के गिरवी रखी गई प्रतिभूतियों की बिक्री की सूचना और नोटिस (1216, 1423, 1493, 1434)
hdfc-loan-table (1173, 1614, 1536, 2181)
table-cell: 09-06-2025 (1465, 1916, 1535, 1930)
table-cell: मनीष जैन (1259, 1777, 1356, 1791)
masthead-rule (23, 69, 1541, 72)
article-a15-body: मध्य प्रदेश सरकार द्वारा समर्थन मूल्य पर मूंग की खरीदी न कराने की बात को लेकर अब विरोध तेज होता जा रहा है। इसी बीच अब मूंग किसानों का मुद्दा सरकार के गले की हड्डी बनती जा रही है। हैरत तो इस बात की है कि इस विषय में अभी तक जन प्रतिनिधियों द्वारा कुछ भी नहीं कहा जा रहा है। क्षेत्र के सभी जन प्रतिनिधि मौन साधे हुए हैं तो वहीं कांग्रेस ने मौके की नजाकत को भांपते हुए प्रदेश भर में किसानों के हक और अधिकार के लिए शंखनाद कर दिया है। इसी तारतम्य में कांग्रेस प्रदेश अध्यक्ष जीतू पटवारी शोभापुर में पद यात्रा में शामिल होते हुए सोहागपुर में जन सभा को संबोधित करेंगे। तय शुदा कार्यक्रम के तहत जीतू पटवारी दोपहर 2 बजे शोभापुर पहुंचेंगे। नगर अध्यक्ष गजेंद्र चौधरी ने बताया कि जीतू पटवारी किसानों के अधिकार के लिए शोभापुर से सोहागपुर तक पद यात्रा करते हुए पहुंचेंगे और जन सभा को संबोधित करते हुए सरकार को चेताया जायेगा। इस हेतु जिले भर में जन अधिकार यात्रा के माध्यम से किसानों से कांग्रेस कमेटी आह्वान करते हुए जन सरकार के निर्णय के विरोध में खड़े होने की अपील कर रही है। जीतू पटवारी यात्रा उपरांत के पांसी घाट से प्रारंभ हुई है जिसका राजि विश्राम बनखेड़ी में हुआ है जिसमें भारी मात्रा में किसान पुत्र सम्मिलित हो रहे हैं। (785, 2000, 1157, 2234)
table-cell: गोविंद नंदलाल चौरसिया (1259, 1640, 1356, 1654)
article-a10-byline: पीपुल्स संवाददाता ● छतरपुर (988, 907, 1117, 928)
table-cell: 5,26,989.50 (1356, 2042, 1465, 2056)
table-cell: 10 (1173, 1777, 1200, 1791)
table-header-cell: 09 जून 2025 को बकाया राशि (1356, 1615, 1465, 1640)
table-cell: 32 (1173, 2084, 1200, 2097)
table-cell: 38 (1173, 2167, 1200, 2181)
table-cell: 30 (1173, 2056, 1200, 2070)
article-a15-headline: शोभापुर से पद यात्रा कर पटवारी सोहागपुर में करेंगे जन सभा (785, 1892, 1143, 1946)
table-row (1173, 1888, 1536, 1902)
table-cell: 3,26,906.00 (1356, 2070, 1465, 2084)
table-cell: 09-06-2025 (1465, 1791, 1535, 1804)
table-cell: 09-06-2025 (1465, 1846, 1535, 1860)
table-cell: 9 (1173, 1763, 1200, 1777)
article-a5-byline: पीपुल्स संवाददाता ● छतरपुर (451, 317, 580, 338)
article-a8-body: सामुदायिक स्वास्थ्य केंद्र पलेरा में एचआरपी स्वास्थ्य कैंप का आयोजन किया गया। कैंप में 66 गर्भवती महिलाओं का पंजीकरण और स्वास्थ्य परीक्षण हुआ। आयुष डॉक्टर फिरोज बानो के द्वारा महिलाओं का ब्लड प्रेशर, वजन और हीमोग्लोबिन सहित विभिन्न जांच की गई। जांच के दौरान 24 महिलाएं हाई रिस्क प्रेग्नेंसी के लिए चिह्नित की गईं। जिसमें 20 महिलाओं का सामुदायिक स्वास्थ्य केंद्र में इलाज किया गया, जबकि 4 महिलाओं को जिला चिकित्सालय टीकमगढ़ रेफर किया गया। जबकि दो महिलाओं में अत्यधिक खून की कमी पाई गई। स्वास्थ्य टीम ने सभी महिलाओं को स्वास्थ्य केंद्र में प्रसव कराने की सलाह दी। साथ ही उन्हें पोषण आहार एवं मौसमी फल भी वितरित किए गए। सामुदायिक स्वास्थ्य केंद्र पलेरा की आयुष डॉक्टर फिरोजा खाने ने बताया कि शिशु मृत्यु दर कम करने के लिए एचआरपी कैंप का आयोजन किया जाता है। उन्होंने बताया कि स्वास्थ्य केंद्र में सुरक्षित प्रसव से माताओं और बच्चों दोनों की सुरक्षा सुनिश्चित होती है। इन कैंपों का मुख्य उद्देश्य गर्भवती महिलाओं की उच्च जोखिम वाली गर्भावस्था के जोखिमों के बारे में जागरूक करना और सुरक्षित प्रसव के लिए आवश्यक सुविधाएं प्रदान करना है। (451, 934, 785, 1183)
table-header-row (1173, 1615, 1536, 1640)
article-a15-mobile: मो.नं. 7566501631 (785, 1984, 877, 1996)
table-cell: 20 (1173, 1916, 1200, 1930)
table-cell: 25 (1173, 1986, 1200, 2000)
table-cell: 21 (1173, 1930, 1200, 1944)
masthead (0, 0, 1557, 70)
table-cell: 97,736.49 (1356, 1763, 1465, 1777)
table-cell: 5 (1173, 1707, 1200, 1721)
table-cell: 13 (1173, 1818, 1200, 1832)
table-row (1173, 2056, 1536, 2070)
